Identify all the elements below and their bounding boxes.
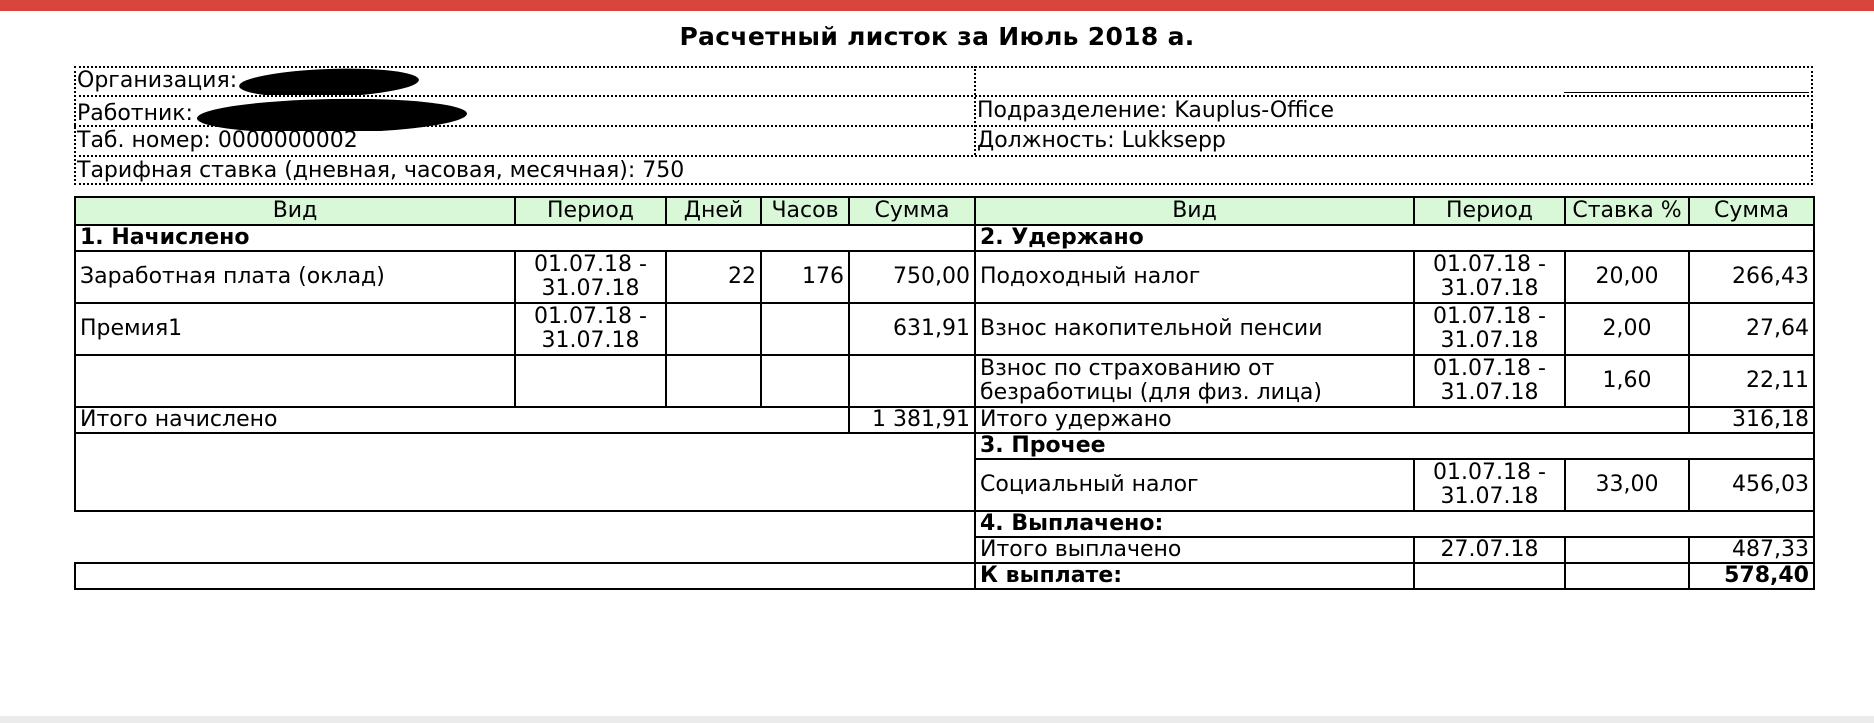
accrued-period: 01.07.18 - 31.07.18 xyxy=(515,303,666,355)
col-header: Ставка % xyxy=(1565,197,1689,225)
empty-cell xyxy=(1414,563,1565,589)
accrued-total-label: Итого начислено xyxy=(75,407,849,433)
table-row xyxy=(75,355,1814,407)
totals-row xyxy=(75,407,1814,433)
table-header-row xyxy=(75,197,1814,225)
col-header: Дней xyxy=(666,197,761,225)
withheld-total-label: Итого удержано xyxy=(975,407,1689,433)
empty-cell xyxy=(849,355,975,407)
position-field: Должность: Lukksepp xyxy=(977,128,1226,153)
withheld-type: Взнос по страхованию от безработицы (для физ. лица) xyxy=(975,355,1414,407)
section-withheld: 2. Удержано xyxy=(975,225,1814,251)
employee-label: Работник: xyxy=(77,101,193,126)
table-row xyxy=(75,303,1814,355)
empty-cell xyxy=(515,355,666,407)
employee-info-block xyxy=(74,66,1813,185)
withheld-rate: 2,00 xyxy=(1565,303,1689,355)
withheld-period: 01.07.18 - 31.07.18 xyxy=(1414,355,1565,407)
table-row xyxy=(75,251,1814,303)
other-type: Социальный налог xyxy=(975,459,1414,511)
payslip-table xyxy=(74,196,1815,590)
accrued-period: 01.07.18 - 31.07.18 xyxy=(515,251,666,303)
tariff-rate-field: Тарифная ставка (дневная, часовая, месячная): 750 xyxy=(77,158,685,183)
withheld-type: Подоходный налог xyxy=(975,251,1414,303)
organization-field xyxy=(74,67,974,95)
to-pay-label: К выплате: xyxy=(975,563,1414,589)
accrued-days: 22 xyxy=(666,251,761,303)
withheld-period: 01.07.18 - 31.07.18 xyxy=(1414,251,1565,303)
col-header: Вид xyxy=(975,197,1414,225)
withheld-rate: 20,00 xyxy=(1565,251,1689,303)
col-header: Вид xyxy=(75,197,515,225)
section-other: 3. Прочее xyxy=(975,433,1814,459)
other-period: 01.07.18 - 31.07.18 xyxy=(1414,459,1565,511)
withheld-rate: 1,60 xyxy=(1565,355,1689,407)
redaction-mark xyxy=(239,67,420,95)
empty-cell xyxy=(666,355,761,407)
section-row xyxy=(75,225,1814,251)
accrued-type: Премия1 xyxy=(75,303,515,355)
withheld-period: 01.07.18 - 31.07.18 xyxy=(1414,303,1565,355)
accrued-sum: 631,91 xyxy=(849,303,975,355)
tab-number-field: Таб. номер: 0000000002 xyxy=(77,128,358,153)
other-sum: 456,03 xyxy=(1689,459,1814,511)
col-header: Часов xyxy=(761,197,849,225)
accrued-total-sum: 1 381,91 xyxy=(849,407,975,433)
blank-area xyxy=(75,511,975,537)
section-paid: 4. Выплачено: xyxy=(975,511,1814,537)
withheld-sum: 27,64 xyxy=(1689,303,1814,355)
empty-block xyxy=(75,433,975,511)
accrued-type: Заработная плата (оклад) xyxy=(75,251,515,303)
empty-cell xyxy=(761,355,849,407)
to-pay-row xyxy=(75,563,1814,589)
accrued-hours: 176 xyxy=(761,251,849,303)
accrued-days xyxy=(666,303,761,355)
paid-total-sum: 487,33 xyxy=(1689,537,1814,563)
paid-date: 27.07.18 xyxy=(1414,537,1565,563)
employee-field xyxy=(74,97,974,131)
paid-total-label: Итого выплачено xyxy=(975,537,1414,563)
organization-label: Организация: xyxy=(77,68,238,93)
blank-area xyxy=(75,537,975,563)
department-field: Подразделение: Kauplus-Office xyxy=(977,98,1335,123)
withheld-sum: 22,11 xyxy=(1689,355,1814,407)
empty-block xyxy=(75,563,975,589)
col-header: Период xyxy=(1414,197,1565,225)
empty-cell xyxy=(1565,537,1689,563)
accrued-hours xyxy=(761,303,849,355)
col-header: Период xyxy=(515,197,666,225)
withheld-total-sum: 316,18 xyxy=(1689,407,1814,433)
section-row xyxy=(75,433,1814,459)
section-accrued: 1. Начислено xyxy=(75,225,975,251)
other-rate: 33,00 xyxy=(1565,459,1689,511)
page-title: Расчетный листок за Июль 2018 а. xyxy=(679,22,1195,51)
section-row xyxy=(75,511,1814,537)
col-header: Сумма xyxy=(1689,197,1814,225)
empty-cell xyxy=(1565,563,1689,589)
table-row xyxy=(75,537,1814,563)
col-header: Сумма xyxy=(849,197,975,225)
empty-cell xyxy=(75,355,515,407)
withheld-sum: 266,43 xyxy=(1689,251,1814,303)
bottom-bar xyxy=(0,716,1874,723)
info-underline xyxy=(1564,92,1809,93)
redaction-mark xyxy=(197,97,468,131)
accrued-sum: 750,00 xyxy=(849,251,975,303)
top-accent-bar xyxy=(0,0,1874,11)
to-pay-sum: 578,40 xyxy=(1689,563,1814,589)
withheld-type: Взнос накопительной пенсии xyxy=(975,303,1414,355)
